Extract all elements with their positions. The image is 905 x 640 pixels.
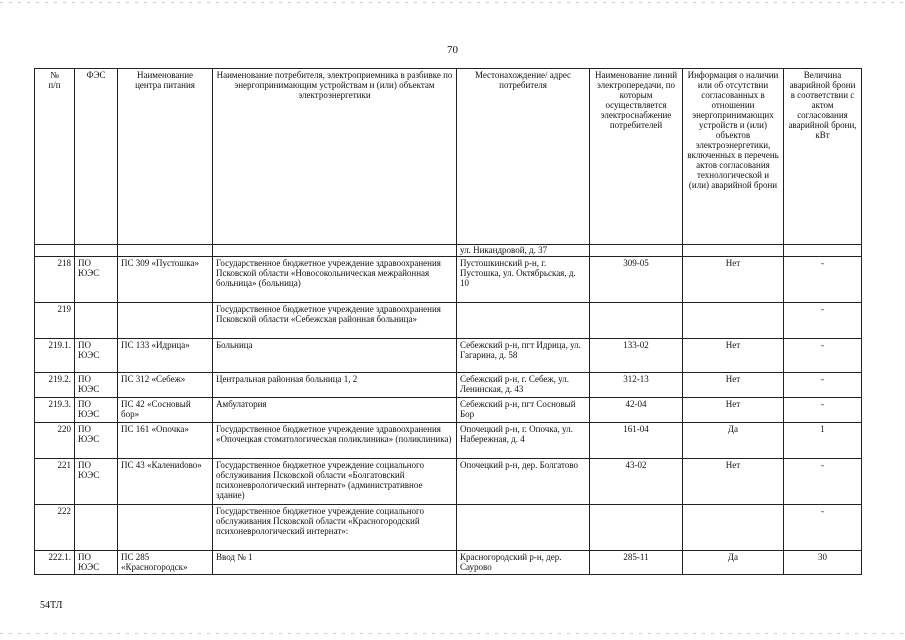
- header-consumer: Наименование потребителя, электроприемника в разбивке по энергопринимающим устройствам и (или) объектам электроэнергетики: [213, 69, 457, 245]
- row-agreement: Нет: [683, 257, 784, 303]
- table-row: [35, 423, 862, 459]
- row-power-center: ПС 133 «Идрица»: [118, 339, 213, 373]
- row-location: [457, 505, 590, 551]
- row-consumer: [213, 245, 457, 257]
- table-row: [35, 505, 862, 551]
- row-location: ул. Никандровой, д. 37: [457, 245, 590, 257]
- row-agreement: [683, 303, 784, 339]
- row-reserve: -: [784, 373, 862, 398]
- row-consumer: Амбулатория: [213, 398, 457, 423]
- row-number: 219.2.: [35, 373, 75, 398]
- row-reserve: -: [784, 398, 862, 423]
- row-power-line: [590, 245, 683, 257]
- row-consumer: Центральная районная больница 1, 2: [213, 373, 457, 398]
- row-number: 222: [35, 505, 75, 551]
- row-location: Себежский р-н, пгт Сосновый Бор: [457, 398, 590, 423]
- row-fes: ПО ЮЭС: [75, 373, 118, 398]
- row-agreement: Да: [683, 423, 784, 459]
- row-fes: [75, 245, 118, 257]
- row-power-line: 133-02: [590, 339, 683, 373]
- row-power-center: ПС 43 «Калениdово»: [118, 459, 213, 505]
- row-number: 222.1.: [35, 551, 75, 575]
- row-fes: ПО ЮЭС: [75, 398, 118, 423]
- row-fes: ПО ЮЭС: [75, 423, 118, 459]
- row-reserve: [784, 245, 862, 257]
- table-header-row: [35, 69, 862, 245]
- row-location: Себежский р-н, пгт Идрица, ул. Гагарина, д. 58: [457, 339, 590, 373]
- row-fes: ПО ЮЭС: [75, 339, 118, 373]
- row-location: Себежский р-н, г. Себеж, ул. Ленинская, д. 43: [457, 373, 590, 398]
- header-power-center: Наименование центра питания: [118, 69, 213, 245]
- header-emergency-reserve: Величина аварийной брони в соответствии с актом согласования аварийной брони, кВт: [784, 69, 862, 245]
- row-reserve: -: [784, 505, 862, 551]
- row-power-line: [590, 505, 683, 551]
- row-power-center: [118, 245, 213, 257]
- row-reserve: -: [784, 257, 862, 303]
- row-agreement: [683, 505, 784, 551]
- row-location: Пустошкинский р-н, г. Пустошка, ул. Октябрьская, д. 10: [457, 257, 590, 303]
- header-location: Местонахождение/ адрес потребителя: [457, 69, 590, 245]
- row-fes: [75, 303, 118, 339]
- row-agreement: Нет: [683, 373, 784, 398]
- row-location: Красногородский р-н, дер. Саурово: [457, 551, 590, 575]
- header-number: № п/п: [35, 69, 75, 245]
- row-location: Опочецкий р-н, г. Опочка, ул. Набережная, д. 4: [457, 423, 590, 459]
- row-agreement: [683, 245, 784, 257]
- row-consumer: Ввод № 1: [213, 551, 457, 575]
- row-power-line: 43-02: [590, 459, 683, 505]
- row-fes: [75, 505, 118, 551]
- row-consumer: Больница: [213, 339, 457, 373]
- row-agreement: Нет: [683, 459, 784, 505]
- table-row: [35, 257, 862, 303]
- row-number: [35, 245, 75, 257]
- row-reserve: 1: [784, 423, 862, 459]
- row-power-center: ПС 285 «Красногородск»: [118, 551, 213, 575]
- header-power-lines: Наименование линий электропередачи, по которым осуществляется электроснабжение потребителей: [590, 69, 683, 245]
- table-row: [35, 551, 862, 575]
- row-power-line: 42-04: [590, 398, 683, 423]
- table-row: [35, 373, 862, 398]
- row-power-center: ПС 42 «Сосновый бор»: [118, 398, 213, 423]
- table-row: [35, 303, 862, 339]
- row-agreement: Да: [683, 551, 784, 575]
- row-fes: ПО ЮЭС: [75, 551, 118, 575]
- row-number: 220: [35, 423, 75, 459]
- row-number: 219: [35, 303, 75, 339]
- row-reserve: 30: [784, 551, 862, 575]
- row-agreement: Нет: [683, 339, 784, 373]
- row-consumer: Государственное бюджетное учреждение здравоохранения Псковской области «Себежская районная больница»: [213, 303, 457, 339]
- row-power-line: 161-04: [590, 423, 683, 459]
- row-power-line: 309-05: [590, 257, 683, 303]
- row-location: Опочецкий р-н, дер. Болгатово: [457, 459, 590, 505]
- row-number: 221: [35, 459, 75, 505]
- footer-code: 54ТЛ: [40, 600, 63, 611]
- row-power-line: 312-13: [590, 373, 683, 398]
- consumers-table: [34, 68, 862, 575]
- row-consumer: Государственное бюджетное учреждение социального обслуживания Псковской области «Болгатовский психоневрологический интернат» (административное здание): [213, 459, 457, 505]
- row-power-line: [590, 303, 683, 339]
- header-fes: ФЭС: [75, 69, 118, 245]
- table-row: [35, 398, 862, 423]
- row-fes: ПО ЮЭС: [75, 257, 118, 303]
- row-fes: ПО ЮЭС: [75, 459, 118, 505]
- row-power-center: ПС 312 «Себеж»: [118, 373, 213, 398]
- row-agreement: Нет: [683, 398, 784, 423]
- row-consumer: Государственное бюджетное учреждение здравоохранения Псковской области «Новосокольническая межрайонная больница» (больница): [213, 257, 457, 303]
- row-power-center: [118, 303, 213, 339]
- page-number: 70: [447, 44, 458, 56]
- row-location: [457, 303, 590, 339]
- row-consumer: Государственное бюджетное учреждение здравоохранения «Опочецкая стоматологическая поликлиника» (поликлиника): [213, 423, 457, 459]
- table-row: [35, 459, 862, 505]
- table-row: [35, 245, 862, 257]
- row-consumer: Государственное бюджетное учреждение социального обслуживания Псковской области «Красногородский психоневрологический интернат»:: [213, 505, 457, 551]
- row-power-center: ПС 161 «Опочка»: [118, 423, 213, 459]
- row-reserve: -: [784, 459, 862, 505]
- row-power-center: [118, 505, 213, 551]
- row-reserve: -: [784, 339, 862, 373]
- row-power-line: 285-11: [590, 551, 683, 575]
- row-power-center: ПС 309 «Пустошка»: [118, 257, 213, 303]
- row-number: 219.1.: [35, 339, 75, 373]
- row-number: 218: [35, 257, 75, 303]
- row-number: 219.3.: [35, 398, 75, 423]
- row-reserve: -: [784, 303, 862, 339]
- header-agreement-info: Информация о наличии или об отсутствии согласованных в отношении энергопринимающих устройств и (или) объектов электроэнергетики, включенных в перечень актов согласования технологической и (или) аварийной брони: [683, 69, 784, 245]
- table-row: [35, 339, 862, 373]
